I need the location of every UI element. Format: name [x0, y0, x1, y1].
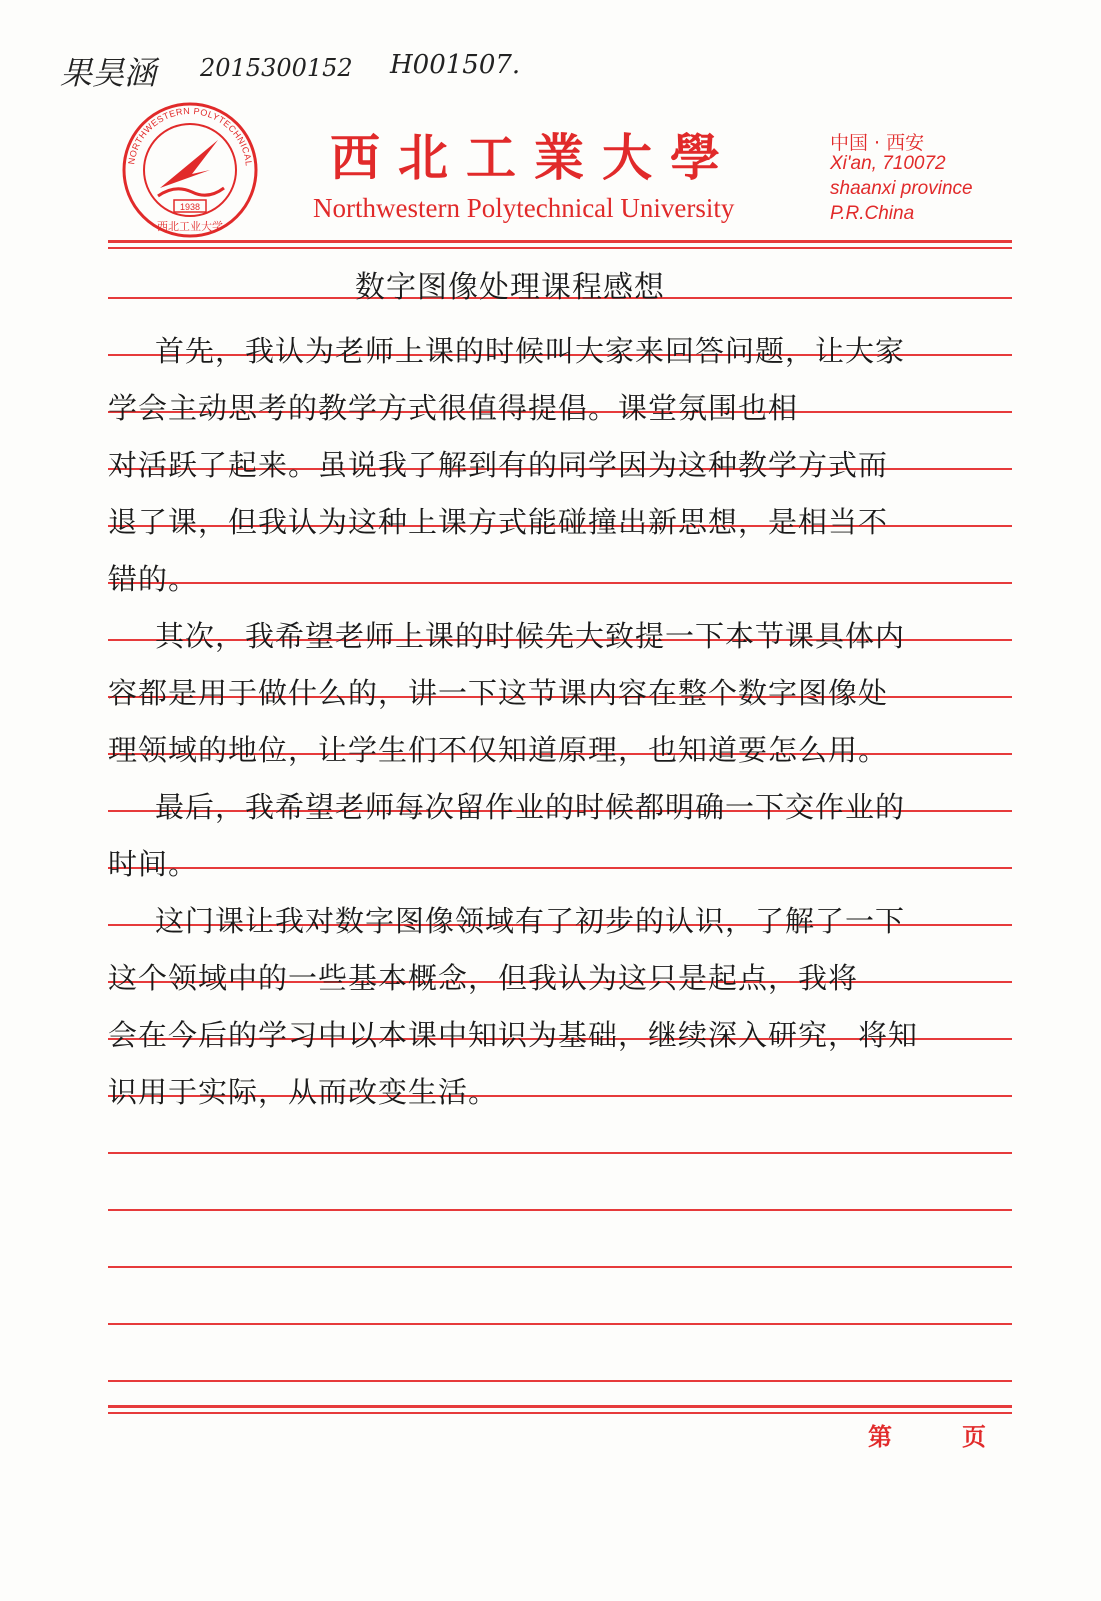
footer-rule-bottom	[108, 1412, 1012, 1414]
essay-line: 会在今后的学习中以本课中知识为基础，继续深入研究，将知	[108, 1018, 919, 1052]
essay-line: 对活跃了起来。虽说我了解到有的同学因为这种教学方式而	[108, 448, 889, 482]
ruled-line	[108, 1266, 1012, 1268]
address-country: P.R.China	[830, 203, 915, 224]
essay-title: 数字图像处理课程感想	[355, 270, 665, 305]
ruled-line	[108, 1323, 1012, 1325]
ruled-line	[108, 582, 1012, 584]
university-name-chinese: 西北工業大學	[330, 128, 738, 187]
address-cn: 中国 · 西安	[830, 132, 925, 154]
essay-line: 最后，我希望老师每次留作业的时候都明确一下交作业的	[155, 790, 906, 824]
page-label-left: 第	[868, 1423, 892, 1451]
footer-rule-top	[108, 1405, 1012, 1408]
svg-text:西北工业大学: 西北工业大学	[157, 220, 223, 233]
essay-line: 退了课，但我认为这种上课方式能碰撞出新思想，是相当不	[108, 505, 889, 539]
header-rule-top	[108, 240, 1012, 243]
author-name: 果昊涵	[60, 54, 157, 92]
svg-text:1938: 1938	[179, 202, 201, 212]
university-seal-logo	[120, 100, 260, 240]
essay-line: 学会主动思考的教学方式很值得提倡。课堂氛围也相	[108, 391, 799, 425]
ruled-line	[108, 1209, 1012, 1211]
ruled-line	[108, 1380, 1012, 1382]
address-city: Xi'an, 710072	[830, 153, 946, 174]
header-rule-bottom	[108, 247, 1012, 249]
student-id: 2015300152	[200, 54, 353, 82]
svg-text:NORTHWESTERN POLYTECHNICAL UNI: NORTHWESTERN POLYTECHNICAL	[126, 105, 254, 167]
essay-line: 首先，我认为老师上课的时候叫大家来回答问题，让大家	[155, 334, 906, 368]
essay-line: 理领域的地位，让学生们不仅知道原理，也知道要怎么用。	[108, 733, 889, 767]
university-name-english: Northwestern Polytechnical University	[313, 193, 735, 223]
essay-line: 容都是用于做什么的，讲一下这节课内容在整个数字图像处	[108, 676, 889, 710]
essay-line: 错的。	[108, 562, 199, 596]
essay-line: 其次，我希望老师上课的时候先大致提一下本节课具体内	[155, 619, 906, 653]
address-province: shaanxi province	[830, 178, 973, 199]
ruled-line	[108, 867, 1012, 869]
course-code: H001507.	[390, 50, 521, 80]
essay-line: 这门课让我对数字图像领域有了初步的认识，了解了一下	[155, 904, 906, 938]
handwritten-header	[60, 48, 580, 98]
page-label-right: 页	[962, 1423, 986, 1451]
essay-line: 识用于实际，从而改变生活。	[108, 1075, 499, 1109]
ruled-line	[108, 1152, 1012, 1154]
essay-line: 时间。	[108, 847, 199, 881]
essay-line: 这个领域中的一些基本概念，但我认为这只是起点，我将	[108, 961, 859, 995]
